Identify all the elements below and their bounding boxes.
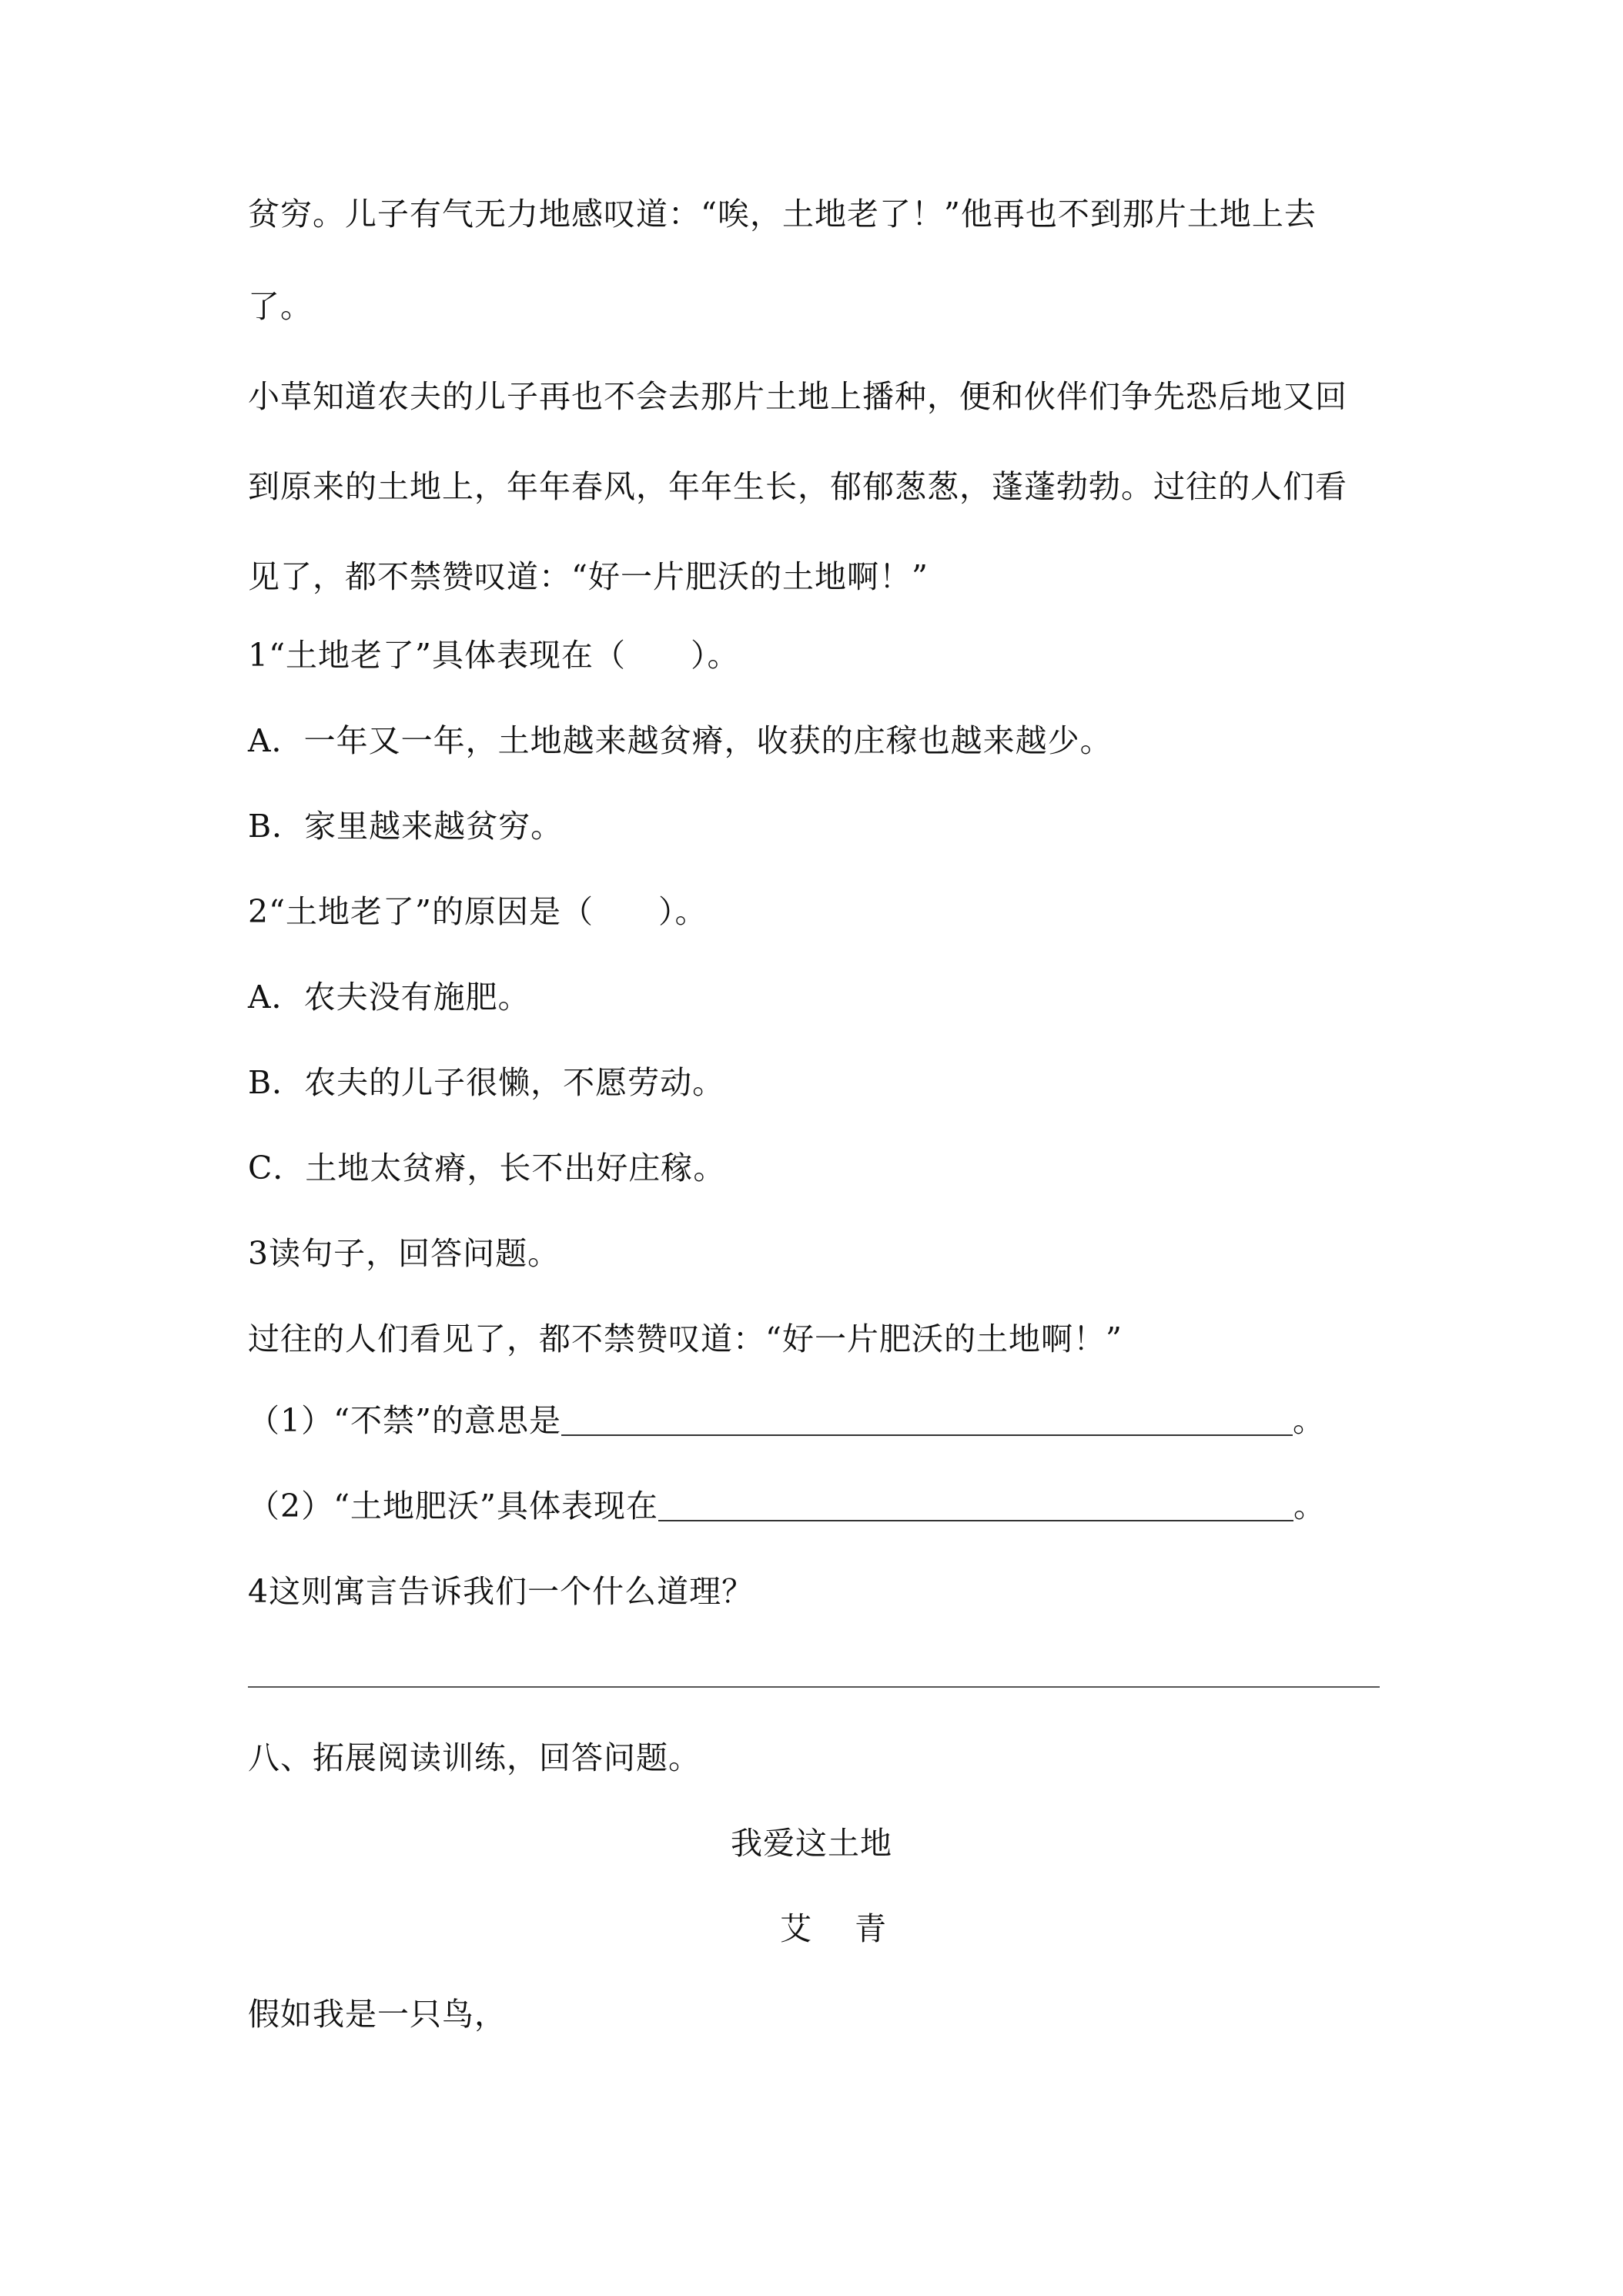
- question-3-sub-1-label: （1）“不禁”的意思是: [248, 1402, 562, 1439]
- question-3: 3读句子，回答问题。: [248, 1235, 561, 1272]
- passage-line: 到原来的土地上，年年春风，年年生长，郁郁葱葱，蓬蓬勃勃。过往的人们看: [248, 468, 1347, 505]
- question-2-option-a: A．农夫没有施肥。: [248, 979, 530, 1016]
- question-1: 1“土地老了”具体表现在（ ）。: [248, 637, 740, 674]
- passage-line: 贫穷。儿子有气无力地感叹道：“唉，土地老了！”他再也不到那片土地上去: [248, 196, 1317, 233]
- question-3-sub-1-end: 。: [1293, 1402, 1326, 1439]
- question-2-option-c: C．土地太贫瘠，长不出好庄稼。: [248, 1150, 726, 1186]
- poem-title: 我爱这土地: [731, 1825, 892, 1862]
- question-3-sub-2-label: （2）“土地肥沃”具体表现在: [248, 1488, 659, 1525]
- passage-line: 了。: [248, 288, 313, 325]
- passage-line: 小草知道农夫的儿子再也不会去那片土地上播种，便和伙伴们争先恐后地又回: [248, 378, 1347, 415]
- section-heading: 八、拓展阅读训练，回答问题。: [248, 1739, 701, 1776]
- question-2: 2“土地老了”的原因是（ ）。: [248, 893, 708, 930]
- passage-line: 见了，都不禁赞叹道：“好一片肥沃的土地啊！”: [248, 558, 929, 595]
- answer-blank[interactable]: [658, 1489, 1293, 1521]
- question-1-option-a: A．一年又一年，土地越来越贫瘠，收获的庄稼也越来越少。: [248, 722, 1113, 759]
- answer-line[interactable]: [248, 1686, 1380, 1688]
- poem-author: 艾青: [780, 1910, 929, 1947]
- answer-blank[interactable]: [561, 1404, 1293, 1436]
- question-3-sub-2-end: 。: [1293, 1488, 1327, 1525]
- question-2-option-b: B．农夫的儿子很懒，不愿劳动。: [248, 1064, 725, 1101]
- question-3-sub-2: [248, 1484, 1326, 1528]
- question-4: 4这则寓言告诉我们一个什么道理？: [248, 1573, 755, 1610]
- question-3-quote: 过往的人们看见了，都不禁赞叹道：“好一片肥沃的土地啊！”: [248, 1320, 1123, 1357]
- question-1-option-b: B．家里越来越贫穷。: [248, 808, 564, 845]
- question-3-sub-1: [248, 1399, 1325, 1442]
- poem-line: 假如我是一只鸟，: [248, 1996, 507, 2033]
